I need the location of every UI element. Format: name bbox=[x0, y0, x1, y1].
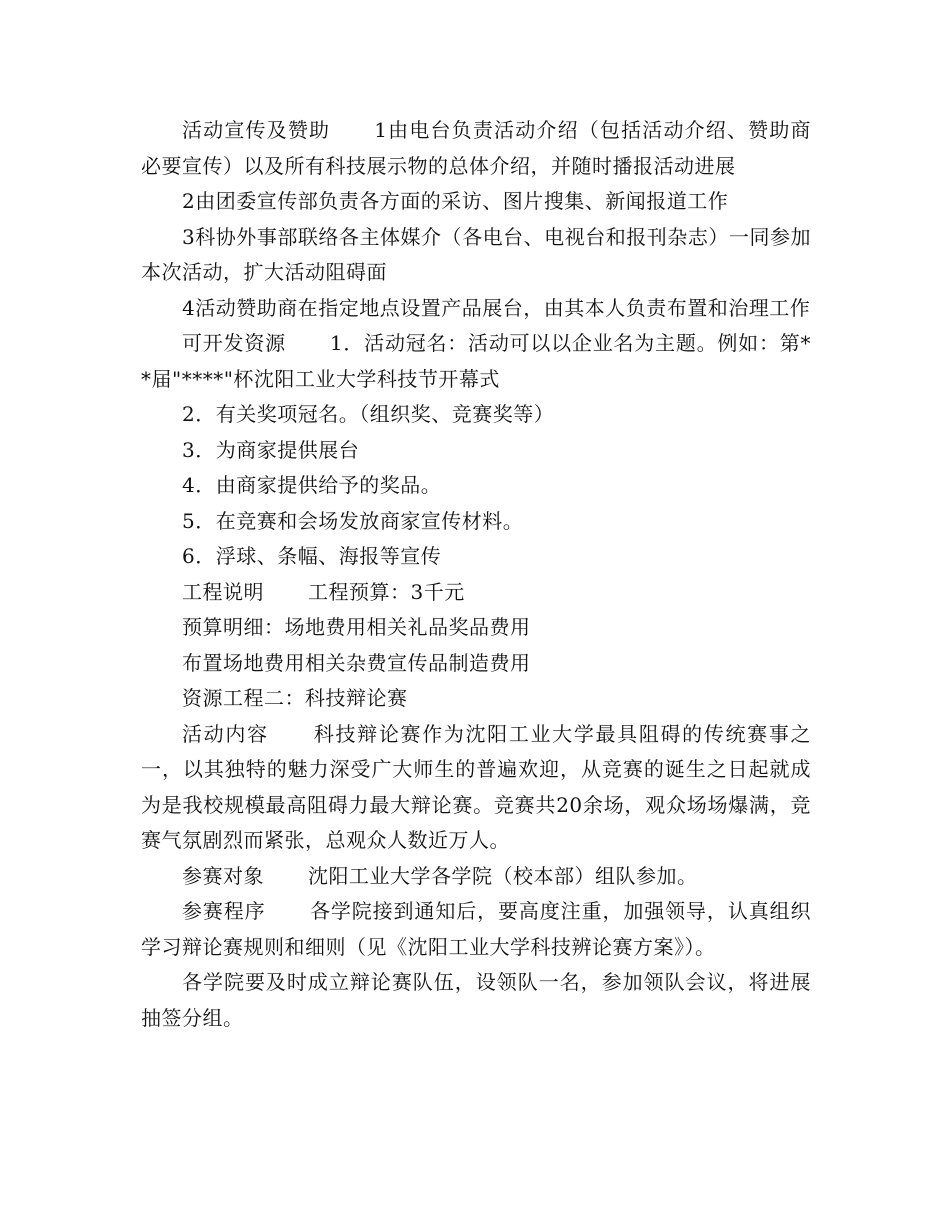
paragraph-label: 工程说明 bbox=[182, 579, 264, 604]
paragraph-text: 各学院接到通知后，要高度注重，加强领导，认真组织学习辩论赛规则和细则（见《沈阳工业大学科技辨论赛方案》）。 bbox=[141, 899, 812, 959]
paragraph-resources-3 bbox=[141, 433, 811, 469]
paragraph-budget-detail-1 bbox=[141, 610, 811, 646]
paragraph-text: 5．在竞赛和会场发放商家宣传材料。 bbox=[182, 508, 524, 533]
paragraph-project-two-title bbox=[141, 681, 811, 717]
paragraph-text: 科技辩论赛作为沈阳工业大学最具阻碍的传统赛事之一，以其独特的魅力深受广大师生的普遍欢迎，从竞赛的诞生之日起就成为是我校规模最高阻碍力最大辩论赛。竞赛共20余场，观众场场爆满，竞赛气氛剧烈而紧张，总观众人数近万人。 bbox=[141, 721, 812, 852]
paragraph-team-setup bbox=[141, 965, 811, 1036]
paragraph-publicity-4 bbox=[141, 291, 811, 327]
paragraph-text: 资源工程二：科技辩论赛 bbox=[182, 686, 408, 710]
paragraph-text: 预算明细：场地费用相关礼品奖品费用 bbox=[182, 615, 531, 639]
paragraph-participants bbox=[141, 859, 811, 895]
paragraph-text: 4．由商家提供给予的奖品。 bbox=[182, 473, 442, 497]
paragraph-text: 工程预算：3千元 bbox=[308, 579, 465, 604]
paragraph-text: 1．活动冠名：活动可以以企业名为主题。例如：第**届"****"杯沈阳工业大学科技节开幕式 bbox=[141, 331, 811, 391]
paragraph-text: 4活动赞助商在指定地点设置产品展台，由其本人负责布置和治理工作 bbox=[182, 295, 811, 320]
paragraph-text: 布置场地费用相关杂费宣传品制造费用 bbox=[182, 650, 531, 675]
paragraph-label: 活动宣传及赞助 bbox=[182, 118, 331, 142]
paragraph-label: 参赛程序 bbox=[182, 899, 266, 923]
paragraph-label: 参赛对象 bbox=[182, 863, 264, 888]
paragraph-publicity-3 bbox=[141, 220, 811, 291]
paragraph-text: 6．浮球、条幅、海报等宣传 bbox=[182, 544, 442, 568]
paragraph-label: 活动内容 bbox=[182, 721, 269, 746]
paragraph-resources-1 bbox=[141, 326, 811, 397]
paragraph-budget-detail-2 bbox=[141, 646, 811, 682]
paragraph-publicity-2 bbox=[141, 184, 811, 220]
paragraph-text: 3科协外事部联络各主体媒介（各电台、电视台和报刊杂志）一同参加本次活动，扩大活动阻碍面 bbox=[141, 224, 811, 284]
paragraph-activity-content bbox=[141, 717, 811, 859]
document-body bbox=[141, 113, 811, 1036]
paragraph-procedure bbox=[141, 894, 811, 965]
paragraph-project-budget bbox=[141, 575, 811, 611]
paragraph-text: 1由电台负责活动介绍（包括活动介绍、赞助商必要宣传）以及所有科技展示物的总体介绍，并随时播报活动进展 bbox=[141, 118, 812, 178]
paragraph-text: 各学院要及时成立辩论赛队伍，设领队一名，参加领队会议，将进展抽签分组。 bbox=[141, 970, 811, 1030]
paragraph-text: 2．有关奖项冠名。（组织奖、竞赛奖等） bbox=[182, 402, 555, 426]
paragraph-resources-5 bbox=[141, 504, 811, 540]
paragraph-text: 3．为商家提供展台 bbox=[182, 437, 360, 462]
paragraph-label: 可开发资源 bbox=[182, 331, 286, 355]
paragraph-resources-2 bbox=[141, 397, 811, 433]
paragraph-text: 2由团委宣传部负责各方面的采访、图片搜集、新闻报道工作 bbox=[182, 189, 729, 213]
paragraph-text: 沈阳工业大学各学院（校本部）组队参加。 bbox=[308, 863, 698, 888]
paragraph-publicity-1 bbox=[141, 113, 811, 184]
paragraph-resources-6 bbox=[141, 539, 811, 575]
paragraph-resources-4 bbox=[141, 468, 811, 504]
